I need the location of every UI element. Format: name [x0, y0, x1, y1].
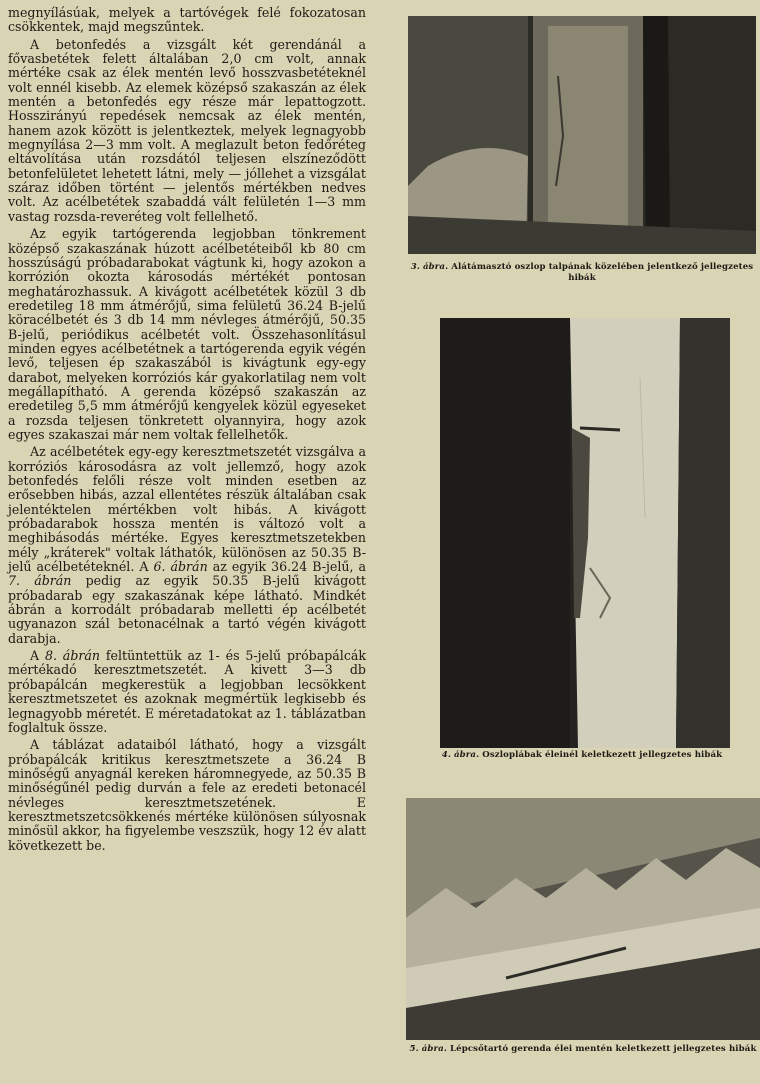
- paragraph-5: A táblázat adataiból látható, hogy a vizsgált próbapálcák kritikus keresztmetszete a 36.24 B minőségű anyagnál kereken háromnegyede, az 50.35 B minőségűnél pedig durván a fele az eredeti betonacél névleges keresztmetszetének. E keresztmetszetcsökkenés mértéke különösen súlyosnak minősül akkor, ha figyelembe veszszük, hogy 12 év alatt következett be.: [8, 737, 367, 853]
- paragraph-3-part-c: pedig az egyik 50.35 B-jelű kivágott próbadarab egy szakaszának képe látható. Mindkét ábrán a korrodált próbadarab melletti ép acélbetét ugyanazon szál betonacélnak a tartó végén kivágott darabja.: [8, 573, 366, 646]
- figure-4-label: 4. ábra.: [441, 750, 480, 760]
- figures-column: [400, 0, 760, 1084]
- paragraph-4-part-b: feltüntettük az 1- és 5-jelű próbapálcák mértékadó keresztmetszetét. A kivett 3—3 db próbapálcán megkerestük a legjobban lecsökkent keresztmetszetet és azoknak megmértük legkisebb és legnagyobb méretét. E méretadatokat az 1. táblázatban foglaltuk össze.: [8, 648, 367, 735]
- figure-3-label: 3. ábra.: [410, 262, 449, 272]
- figure-3-caption-text: Alátámasztó oszlop talpának közelében jelentkező jellegzetes hibák: [451, 262, 754, 283]
- paragraph-3-part-b: az egyik 36.24 B-jelű, a: [207, 559, 366, 575]
- figure-7-reference: 7. ábrán: [8, 573, 72, 589]
- paragraph-2: Az egyik tartógerenda legjobban tönkrement középső szakaszának húzott acélbetéteiből kb 80 cm hosszúságú próbadarabokat vágtunk ki, hogy azokon a korrózión okozta károsodás mértékét pontosan meghatározhassuk. A kivágott acélbetétek közül 3 db eredetileg 18 mm átmérőjű, sima felületű 36.24 B-jelű köracélbetét és 3 db 14 mm névleges átmérőjű, 50.35 B-jelű, periódikus acélbetét volt. Összehasonlításul minden egyes acélbetétnek a tartógerenda egyik végén levő, teljesen ép szakaszából is kivágtunk egy-egy darabot, melyeken korróziós kár gyakorlatilag nem volt megállapítható. A gerenda középső szakaszán az eredetileg 5,5 mm átmérőjű kengyelek közül egyeseket a rozsda teljesen tönkretett olyannyira, hogy azok egyes szakaszai már nem voltak fellelhetők.: [8, 226, 366, 442]
- figure-8-reference: 8. ábrán: [44, 648, 101, 664]
- figure-4-caption: [408, 750, 756, 761]
- figure-3-caption: [408, 262, 756, 284]
- figure-5-caption-text: Lépcsőtartó gerenda élei mentén keletkezett jellegzetes hibák: [450, 1044, 757, 1054]
- figure-6-reference: 6. ábrán: [153, 559, 208, 575]
- figure-4-photo: [440, 318, 730, 748]
- figure-4-caption-text: Oszloplábak éleinél keletkezett jellegzetes hibák: [482, 750, 723, 760]
- paragraph-4-part-a: A: [30, 648, 45, 664]
- paragraph-4: [8, 649, 366, 735]
- article-text-column: [8, 6, 366, 853]
- paragraph-1: A betonfedés a vizsgált két gerendánál a fővasbetétek felett általában 2,0 cm volt, annak mértéke csak az élek mentén levő hosszvasbetéteknél volt ennél kisebb. Az elemek középső szakaszán az élek mentén a betonfedés egy része már lepattogzott. Hosszirányú repedések nemcsak az élek mentén, hanem azok között is jelentkeztek, melyek legnagyobb megnyílása 2—3 mm volt. A meglazult beton fedőréteg eltávolítása után rozsdától teljesen elszíneződött betonfelületet lehetett látni, mely — jóllehet a vizsgálat száraz időben történt — jelentős mértékben nedves volt. Az acélbetétek szabaddá vált felületén 1—3 mm vastag rozsda-reveréteg volt fellelhető.: [8, 36, 366, 224]
- paragraph-3-part-a: Az acélbetétek egy-egy keresztmetszetét vizsgálva a korróziós károsodásra az volt jellemző, hogy azok betonfedés felőli része volt minden esetben az erősebben hibás, azzal ellentétes részük általában csak jelentéktelen mértékben volt hibás. A kivágott próbadarabok hossza mentén is változó volt a meghibásodás mértéke. Egyes keresztmetszetekben mély „kráterek" voltak láthatók, különösen az 50.35 B-jelű acélbetéteknél. A: [8, 444, 366, 575]
- figure-5-label: 5. ábra.: [409, 1044, 447, 1054]
- figure-5-photo: [406, 798, 760, 1040]
- figure-3-photo: [408, 16, 756, 254]
- figure-5-caption: [406, 1044, 760, 1055]
- paragraph-0: megnyílásúak, melyek a tartóvégek felé fokozatosan csökkentek, majd megszűntek.: [8, 5, 366, 35]
- paragraph-3: [8, 445, 366, 646]
